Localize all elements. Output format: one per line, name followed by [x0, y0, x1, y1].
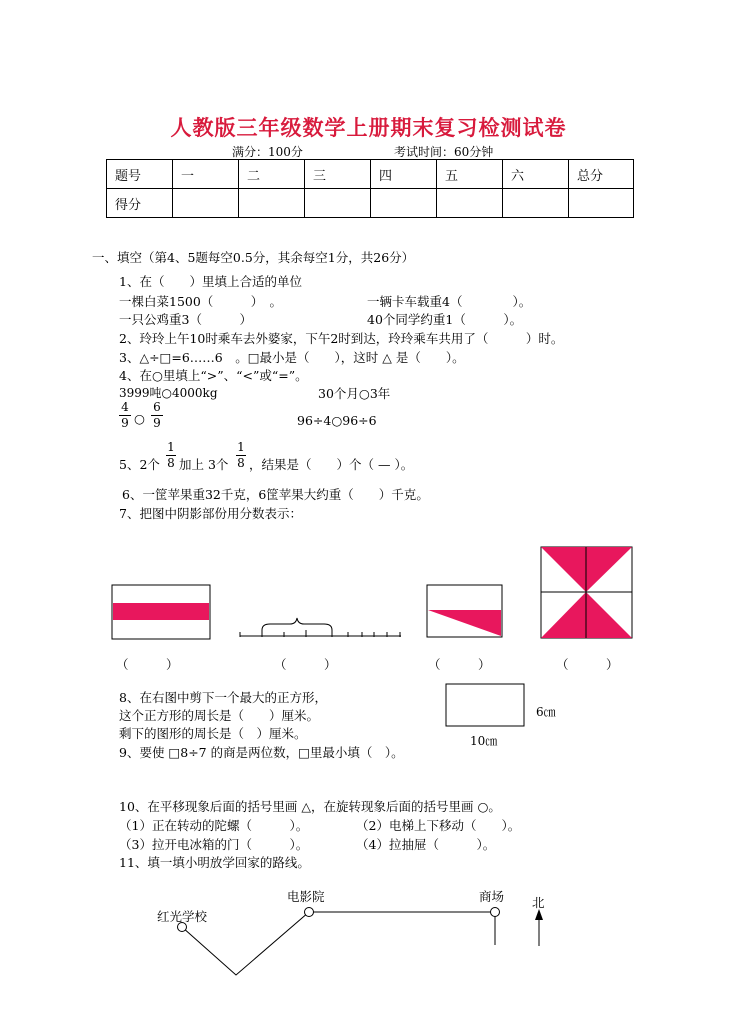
question-4d: 96÷4○96÷6 [297, 413, 377, 428]
q8-rectangle [446, 684, 524, 726]
score-table-header-cell: 四 [371, 160, 437, 189]
question-4a: 3999吨○4000kg [119, 386, 218, 400]
question-8a: 8、在右图中剪下一个最大的正方形， [119, 690, 327, 705]
score-table-header-cell: 六 [503, 160, 569, 189]
score-table-header-cell: 总分 [569, 160, 634, 189]
map-label-cinema: 电影院 [287, 889, 325, 904]
fraction-numerator: 6 [153, 400, 161, 414]
q8-height-label: 6㎝ [536, 705, 556, 719]
question-5-part3: ，结果是（ ）个（ — ）。 [249, 457, 414, 472]
section1-heading: 一、填空（第4、5题每空0.5分，其余每空1分，共26分） [92, 250, 415, 265]
q8-width-label: 10㎝ [470, 734, 498, 748]
map-label-school: 红光学校 [157, 909, 208, 924]
score-table-header-cell: 题号 [107, 160, 173, 189]
fraction-numerator: 1 [167, 440, 175, 454]
question-4b: 30个月○3年 [318, 386, 391, 401]
score-table-header-cell: 五 [437, 160, 503, 189]
fraction-denominator: 8 [237, 456, 245, 470]
question-1a: 一棵白菜1500（ ） 。 [119, 294, 283, 309]
answer-blank-fig2[interactable]: （ ） [274, 657, 337, 672]
question-1d: 40个同学约重1（ ）。 [367, 312, 523, 327]
question-5-part2: 加上 3个 [179, 457, 229, 472]
question-10c: （3）拉开电冰箱的门（ ）。 [119, 837, 309, 852]
fraction-denominator: 9 [121, 416, 129, 430]
route-map [178, 908, 544, 976]
map-label-north: 北 [532, 895, 545, 910]
question-7: 7、把图中阴影部份用分数表示： [119, 506, 302, 521]
map-label-mall: 商场 [479, 889, 505, 904]
question-8b: 这个正方形的周长是（ ）厘米。 [119, 708, 320, 723]
question-6: 6、一筐苹果重32千克，6筐苹果大约重（ ）千克。 [122, 487, 429, 502]
figure-2-number-line [240, 618, 401, 637]
figure-3-shaded-rectangle [427, 585, 502, 637]
score-row-label: 得分 [107, 189, 173, 218]
question-10d: （4）拉抽屉（ ）。 [356, 837, 496, 852]
question-1c: 一只公鸡重3（ ） [119, 312, 252, 327]
figure-4-square [541, 547, 632, 638]
answer-blank-fig3[interactable]: （ ） [428, 657, 491, 672]
question-5-part1: 5、2个 [119, 457, 160, 472]
question-4: 4、在○里填上“>”、“<”或“=”。 [119, 368, 308, 383]
question-1: 1、在（ ）里填上合适的单位 [119, 274, 302, 289]
score-table-header-cell: 三 [305, 160, 371, 189]
full-marks: 满分：100分 [232, 145, 303, 159]
fraction-numerator: 4 [121, 400, 129, 414]
answer-blank-fig1[interactable]: （ ） [116, 657, 179, 672]
question-11: 11、填一填小明放学回家的路线。 [119, 855, 310, 870]
question-8c: 剩下的图形的周长是（ ）厘米。 [119, 726, 307, 741]
fraction-denominator: 8 [167, 456, 175, 470]
page-title: 人教版三年级数学上册期末复习检测试卷 [170, 115, 567, 140]
figure-1-rectangle [112, 585, 210, 639]
fraction-numerator: 1 [237, 440, 245, 454]
compare-circle: ○ [134, 411, 145, 426]
question-10a: （1）正在转动的陀螺（ ）。 [119, 818, 309, 833]
score-table-header-cell: 二 [239, 160, 305, 189]
question-3: 3、△÷□=6……6 。□最小是（ ），这时 △ 是（ ）。 [119, 350, 465, 365]
question-2: 2、玲玲上午10时乘车去外婆家，下午2时到达，玲玲乘车共用了（ ）时。 [119, 331, 564, 346]
question-9: 9、要使 □8÷7 的商是两位数，□里最小填（ ）。 [119, 745, 404, 760]
question-10: 10、在平移现象后面的括号里画 △，在旋转现象后面的括号里画 ○。 [119, 799, 501, 814]
question-10b: （2）电梯上下移动（ ）。 [356, 818, 521, 833]
question-1b: 一辆卡车载重4（ ）。 [367, 294, 532, 309]
exam-time: 考试时间：60分钟 [394, 145, 494, 159]
score-table-header-cell: 一 [173, 160, 239, 189]
fraction-denominator: 9 [153, 416, 161, 430]
answer-blank-fig4[interactable]: （ ） [556, 657, 619, 672]
